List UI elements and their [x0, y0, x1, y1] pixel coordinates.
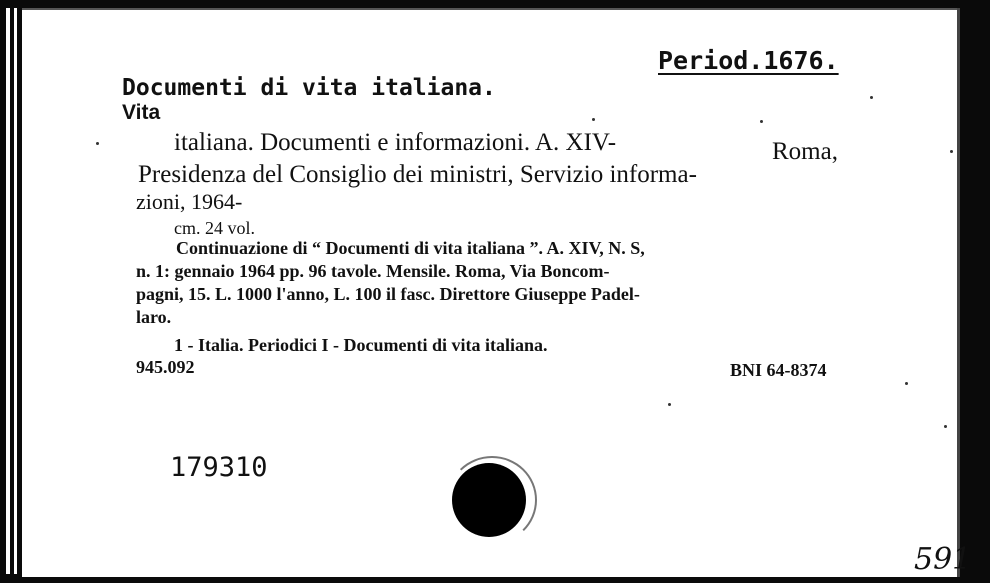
scan-border-top-shadow — [22, 8, 962, 10]
scan-speck — [870, 96, 873, 99]
scan-speck — [905, 382, 908, 385]
scan-border-bottom — [0, 577, 990, 583]
bni-number: BNI 64-8374 — [730, 360, 827, 380]
scan-border-left — [0, 0, 22, 583]
card-heading: Documenti di vita italiana. — [122, 75, 496, 101]
scan-speck — [760, 120, 763, 123]
note-line-4: laro. — [136, 307, 172, 327]
main-entry: Vita — [122, 101, 161, 124]
scan-border-top — [0, 0, 990, 8]
note-line-2: n. 1: gennaio 1964 pp. 96 tavole. Mensile. Roma, Via Boncom- — [136, 261, 610, 281]
punch-hole — [452, 463, 526, 537]
scan-border-left-gap-2 — [14, 8, 17, 574]
scan-border-right — [960, 0, 990, 583]
body-line-2: Presidenza del Consiglio dei ministri, Servizio informa- — [138, 161, 697, 188]
scan-speck — [950, 150, 953, 153]
scan-border-right-shadow — [957, 8, 960, 583]
note-line-1: Continuazione di “ Documenti di vita italiana ”. A. XIV, N. S, — [176, 238, 645, 258]
accession-number: 179310 — [170, 452, 268, 483]
call-number: Period.1676. — [658, 46, 839, 75]
physical-description: cm. 24 vol. — [174, 218, 255, 238]
body-line-1: italiana. Documenti e informazioni. A. XIV- — [174, 129, 617, 156]
classification-number: 945.092 — [136, 357, 195, 377]
place-of-publication: Roma, — [772, 138, 838, 165]
scan-speck — [668, 403, 671, 406]
scan-border-left-gap — [6, 8, 10, 574]
scan-speck — [592, 118, 595, 121]
scan-speck — [96, 142, 99, 145]
tracings: 1 - Italia. Periodici I - Documenti di vita italiana. — [174, 335, 548, 355]
note-line-3: pagni, 15. L. 1000 l'anno, L. 100 il fasc. Direttore Giuseppe Padel- — [136, 284, 640, 304]
scan-speck — [944, 425, 947, 428]
body-line-3: zioni, 1964- — [136, 189, 243, 214]
handwritten-number: 591 — [914, 542, 972, 577]
